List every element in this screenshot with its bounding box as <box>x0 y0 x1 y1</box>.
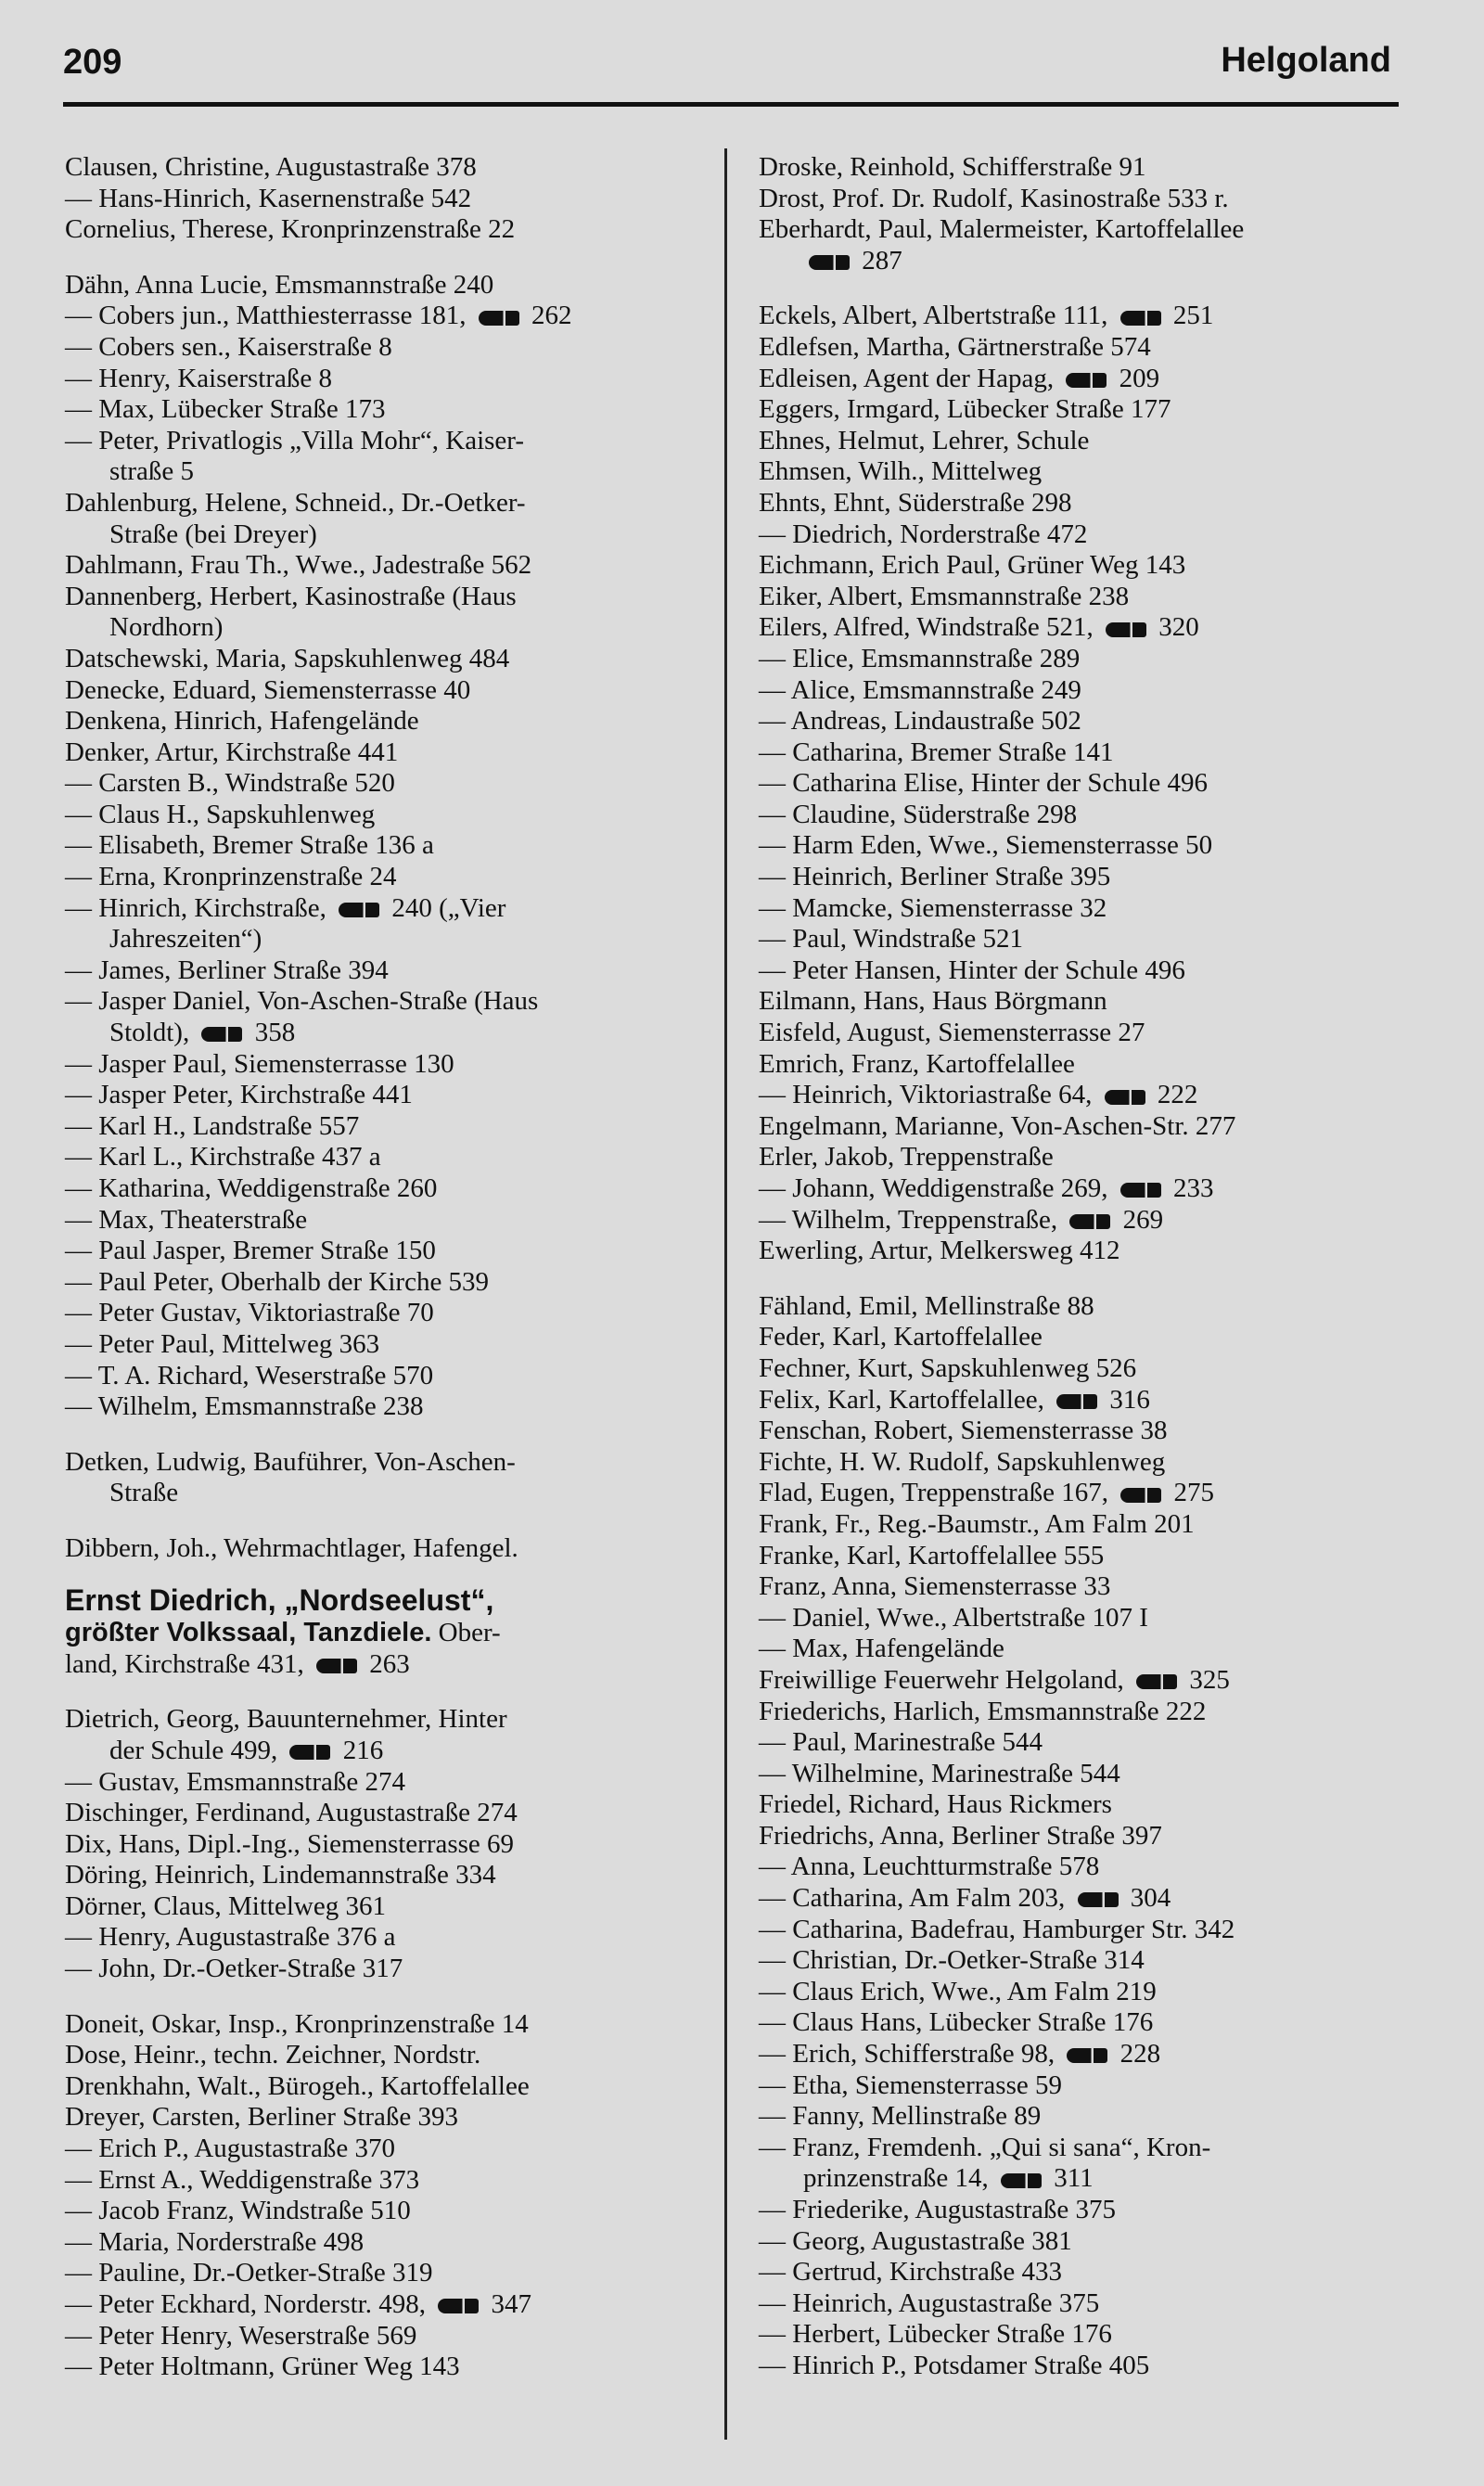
directory-entry: Fichte, H. W. Rudolf, Sapskuhlenweg <box>759 1446 1166 1477</box>
directory-entry: — Heinrich, Berliner Straße 395 <box>759 862 1111 892</box>
telephone-icon <box>809 255 850 270</box>
directory-entry: Dahlenburg, Helene, Schneid., Dr.-Oetker- <box>65 487 526 518</box>
directory-entry: — Erich, Schifferstraße 98, 228 <box>759 2039 1161 2070</box>
directory-entry: — John, Dr.-Oetker-Straße 317 <box>65 1954 403 1984</box>
directory-entry: — Friederike, Augustastraße 375 <box>759 2195 1116 2224</box>
page-number: 209 <box>63 43 122 82</box>
telephone-icon <box>1120 1183 1161 1198</box>
directory-entry: — Carsten B., Windstraße 520 <box>65 768 395 799</box>
directory-entry: — Gertrud, Kirchstraße 433 <box>759 2257 1062 2287</box>
telephone-icon <box>1136 1674 1177 1689</box>
directory-entry: — Mamcke, Siemensterrasse 32 <box>759 892 1107 923</box>
directory-entry: Straße <box>109 1478 179 1508</box>
directory-entry: — Fanny, Mellinstraße 89 <box>759 2101 1042 2132</box>
directory-entry: — Claus Hans, Lübecker Straße 176 <box>759 2007 1154 2038</box>
directory-entry: Franz, Anna, Siemensterrasse 33 <box>759 1571 1111 1602</box>
directory-entry: — Peter Henry, Weserstraße 569 <box>65 2320 417 2351</box>
directory-entry: Ehmsen, Wilh., Mittelweg <box>759 456 1043 487</box>
header-rule <box>63 102 1399 107</box>
telephone-icon <box>438 2299 479 2313</box>
directory-entry: — Catharina, Am Falm 203, 304 <box>759 1883 1171 1914</box>
directory-entry: der Schule 499, 216 <box>109 1735 384 1765</box>
left-entries-2 <box>65 1704 714 2382</box>
directory-entry: — Hinrich, Kirchstraße, 240 („Vier <box>65 892 506 923</box>
telephone-icon <box>201 1027 242 1042</box>
directory-entry: Döring, Heinrich, Lindemannstraße 334 <box>65 1860 496 1890</box>
directory-entry: — Andreas, Lindaustraße 502 <box>759 706 1081 737</box>
directory-entry: — Alice, Emsmannstraße 249 <box>759 674 1081 705</box>
directory-entry: — Ernst A., Weddigenstraße 373 <box>65 2164 420 2195</box>
directory-entry: — Peter Paul, Mittelweg 363 <box>65 1328 380 1359</box>
directory-entry: Dischinger, Ferdinand, Augustastraße 274 <box>65 1798 518 1828</box>
directory-entry: — Catharina, Badefrau, Hamburger Str. 342 <box>759 1914 1235 1944</box>
page-title: Helgoland <box>1221 41 1391 80</box>
directory-entry: Dannenberg, Herbert, Kasinostraße (Haus <box>65 581 517 611</box>
advert-entry <box>65 1585 714 1681</box>
telephone-icon <box>1106 622 1146 637</box>
directory-entry: — Wilhelmine, Marinestraße 544 <box>759 1758 1120 1788</box>
directory-entry: Fenschan, Robert, Siemensterrasse 38 <box>759 1416 1168 1446</box>
directory-entry: — Paul Peter, Oberhalb der Kirche 539 <box>65 1266 490 1297</box>
directory-entry: Ewerling, Artur, Melkersweg 412 <box>759 1236 1120 1266</box>
directory-entry: Dahlmann, Frau Th., Wwe., Jadestraße 562 <box>65 550 532 581</box>
directory-entry: Stoldt), 358 <box>109 1018 296 1048</box>
directory-entry: — Paul, Windstraße 521 <box>759 924 1024 955</box>
telephone-icon <box>1066 373 1107 388</box>
directory-entry: Flad, Eugen, Treppenstraße 167, 275 <box>759 1478 1214 1508</box>
directory-entry: Dreyer, Carsten, Berliner Straße 393 <box>65 2102 459 2133</box>
directory-entry: — Catharina, Bremer Straße 141 <box>759 737 1114 767</box>
directory-entry: Dix, Hans, Dipl.-Ing., Siemensterrasse 69 <box>65 1828 515 1859</box>
directory-entry: — Claudine, Süderstraße 298 <box>759 799 1078 829</box>
directory-entry: Felix, Karl, Kartoffelallee, 316 <box>759 1384 1150 1415</box>
directory-entry: Denker, Artur, Kirchstraße 441 <box>65 737 399 767</box>
telephone-icon <box>289 1745 330 1760</box>
directory-entry: — Max, Hafengelände <box>759 1634 1004 1664</box>
directory-entry: — Cobers sen., Kaiserstraße 8 <box>65 331 392 362</box>
directory-entry: — Anna, Leuchtturmstraße 578 <box>759 1852 1100 1882</box>
advert-name: Ernst Diedrich, „Nordseelust“, <box>65 1583 494 1617</box>
directory-entry: — Wilhelm, Treppenstraße, 269 <box>759 1204 1164 1235</box>
advert-rest-2: land, Kirchstraße 431, 263 <box>65 1648 410 1679</box>
directory-entry: Detken, Ludwig, Bauführer, Von-Aschen- <box>65 1446 516 1477</box>
right-column <box>759 152 1426 2382</box>
directory-entry: Fechner, Kurt, Sapskuhlenweg 526 <box>759 1352 1137 1383</box>
directory-entry: — Johann, Weddigenstraße 269, 233 <box>759 1173 1214 1203</box>
directory-entry: — Henry, Kaiserstraße 8 <box>65 363 333 393</box>
telephone-icon <box>1120 1488 1161 1503</box>
directory-entry: — Max, Lübecker Straße 173 <box>65 394 386 425</box>
advert-rest-1: Ober- <box>431 1618 501 1648</box>
left-column <box>65 152 714 2383</box>
directory-entry: Eilmann, Hans, Haus Börgmann <box>759 986 1107 1017</box>
telephone-icon <box>1069 1214 1110 1229</box>
directory-entry: Feder, Karl, Kartoffelallee <box>759 1322 1043 1352</box>
directory-entry: — Elice, Emsmannstraße 289 <box>759 643 1081 673</box>
directory-entry: — Heinrich, Augustastraße 375 <box>759 2287 1100 2318</box>
directory-entry: — Henry, Augustastraße 376 a <box>65 1922 396 1953</box>
directory-entry: Dähn, Anna Lucie, Emsmannstraße 240 <box>65 269 494 300</box>
directory-entry: Emrich, Franz, Kartoffelallee <box>759 1048 1075 1079</box>
telephone-icon <box>316 1659 357 1673</box>
directory-entry: Doneit, Oskar, Insp., Kronprinzenstraße 14 <box>65 2008 529 2039</box>
directory-entry: — Karl L., Kirchstraße 437 a <box>65 1142 381 1173</box>
directory-entry: Eberhardt, Paul, Malermeister, Kartoffelallee <box>759 214 1245 245</box>
directory-entry: — Gustav, Emsmannstraße 274 <box>65 1766 406 1797</box>
directory-entry: prinzenstraße 14, 311 <box>803 2163 1094 2194</box>
directory-entry: — Karl H., Landstraße 557 <box>65 1110 360 1141</box>
directory-entry: Friedrichs, Anna, Berliner Straße 397 <box>759 1820 1162 1851</box>
directory-entry: Ehnts, Ehnt, Süderstraße 298 <box>759 487 1072 518</box>
directory-entry: Denkena, Hinrich, Hafengelände <box>65 706 419 737</box>
directory-entry: — T. A. Richard, Weserstraße 570 <box>65 1360 434 1390</box>
directory-entry: Clausen, Christine, Augustastraße 378 <box>65 152 477 182</box>
directory-entry: — Paul, Marinestraße 544 <box>759 1727 1043 1758</box>
directory-entry: Frank, Fr., Reg.-Baumstr., Am Falm 201 <box>759 1508 1195 1539</box>
directory-entry: — Peter, Privatlogis „Villa Mohr“, Kaiser- <box>65 425 525 455</box>
directory-entry: Freiwillige Feuerwehr Helgoland, 325 <box>759 1664 1230 1695</box>
directory-entry: — Erich P., Augustastraße 370 <box>65 2134 396 2164</box>
directory-entry: Friederichs, Harlich, Emsmannstraße 222 <box>759 1696 1207 1726</box>
directory-entry: Straße (bei Dreyer) <box>109 519 317 549</box>
directory-entry: — Herbert, Lübecker Straße 176 <box>759 2319 1112 2350</box>
directory-entry: Eilers, Alfred, Windstraße 521, 320 <box>759 612 1199 643</box>
directory-entry: Droske, Reinhold, Schifferstraße 91 <box>759 152 1146 182</box>
directory-entry: — Erna, Kronprinzenstraße 24 <box>65 862 397 892</box>
directory-entry: — Jacob Franz, Windstraße 510 <box>65 2196 411 2226</box>
directory-entry: — Elisabeth, Bremer Straße 136 a <box>65 830 434 861</box>
directory-entry: — Diedrich, Norderstraße 472 <box>759 519 1088 549</box>
directory-entry: — Peter Holtmann, Grüner Weg 143 <box>65 2351 460 2382</box>
directory-entry: 287 <box>759 246 1426 277</box>
directory-entry: Dietrich, Georg, Bauunternehmer, Hinter <box>65 1704 507 1735</box>
directory-entry: — Jasper Daniel, Von-Aschen-Straße (Haus <box>65 986 539 1017</box>
directory-entry: — Jasper Peter, Kirchstraße 441 <box>65 1080 413 1110</box>
telephone-icon <box>1001 2173 1042 2188</box>
directory-entry: — Peter Gustav, Viktoriastraße 70 <box>65 1298 434 1328</box>
telephone-icon <box>1067 2048 1107 2063</box>
directory-entry: — Claus H., Sapskuhlenweg <box>65 799 376 829</box>
directory-entry: Cornelius, Therese, Kronprinzenstraße 22 <box>65 214 516 245</box>
directory-entry: — Catharina Elise, Hinter der Schule 496 <box>759 768 1209 799</box>
directory-entry: Franke, Karl, Kartoffelallee 555 <box>759 1540 1105 1570</box>
directory-entry: Friedel, Richard, Haus Rickmers <box>759 1789 1112 1820</box>
telephone-icon <box>339 903 379 917</box>
directory-entry: — Hans-Hinrich, Kasernenstraße 542 <box>65 183 472 213</box>
directory-entry: Eiker, Albert, Emsmannstraße 238 <box>759 581 1130 611</box>
directory-entry: — Georg, Augustastraße 381 <box>759 2225 1072 2256</box>
directory-entry: — Peter Hansen, Hinter der Schule 496 <box>759 955 1185 985</box>
directory-entry: — Jasper Paul, Siemensterrasse 130 <box>65 1048 454 1079</box>
directory-entry: Ehnes, Helmut, Lehrer, Schule <box>759 425 1090 455</box>
directory-entry: Dibbern, Joh., Wehrmachtlager, Hafengel. <box>65 1532 518 1563</box>
directory-entry: — Wilhelm, Emsmannstraße 238 <box>65 1391 424 1422</box>
directory-entry: — Cobers jun., Matthiesterrasse 181, 262 <box>65 301 572 331</box>
directory-entry: Eisfeld, August, Siemensterrasse 27 <box>759 1018 1145 1048</box>
directory-entry: — Hinrich P., Potsdamer Straße 405 <box>759 2350 1150 2380</box>
directory-entry: Eckels, Albert, Albertstraße 111, 251 <box>759 301 1214 331</box>
telephone-icon <box>479 311 519 326</box>
directory-entry: Edlefsen, Martha, Gärtnerstraße 574 <box>759 331 1151 362</box>
directory-entry: Edleisen, Agent der Hapag, 209 <box>759 363 1160 393</box>
directory-entry: — Katharina, Weddigenstraße 260 <box>65 1173 438 1203</box>
directory-entry: Jahreszeiten“) <box>109 924 262 955</box>
directory-entry: — James, Berliner Straße 394 <box>65 955 389 985</box>
directory-entry: Fähland, Emil, Mellinstraße 88 <box>759 1290 1094 1321</box>
directory-entry: — Claus Erich, Wwe., Am Falm 219 <box>759 1976 1157 2006</box>
directory-entry: Drost, Prof. Dr. Rudolf, Kasinostraße 533 r. <box>759 183 1229 213</box>
directory-entry: — Daniel, Wwe., Albertstraße 107 I <box>759 1602 1148 1633</box>
directory-entry: Drenkhahn, Walt., Bürogeh., Kartoffelallee <box>65 2070 530 2101</box>
directory-entry: Nordhorn) <box>109 612 224 643</box>
directory-entry: — Paul Jasper, Bremer Straße 150 <box>65 1236 436 1266</box>
telephone-icon <box>1120 311 1161 326</box>
left-entries <box>65 152 714 1565</box>
directory-entry: — Max, Theaterstraße <box>65 1204 308 1235</box>
telephone-icon <box>1105 1090 1145 1105</box>
directory-entry: Dörner, Claus, Mittelweg 361 <box>65 1890 386 1921</box>
directory-entry: — Harm Eden, Wwe., Siemensterrasse 50 <box>759 830 1213 861</box>
directory-entry: — Franz, Fremdenh. „Qui si sana“, Kron- <box>759 2132 1211 2162</box>
directory-entry: Datschewski, Maria, Sapskuhlenweg 484 <box>65 643 510 673</box>
directory-entry: — Etha, Siemensterrasse 59 <box>759 2070 1062 2100</box>
directory-entry: — Peter Eckhard, Norderstr. 498, 347 <box>65 2289 531 2319</box>
directory-entry: Denecke, Eduard, Siemensterrasse 40 <box>65 674 471 705</box>
directory-entry: Eichmann, Erich Paul, Grüner Weg 143 <box>759 550 1186 581</box>
directory-entry: — Pauline, Dr.-Oetker-Straße 319 <box>65 2258 433 2288</box>
advert-subtitle: größter Volkssaal, Tanzdiele. <box>65 1618 432 1648</box>
telephone-icon <box>1056 1394 1097 1409</box>
directory-entry: Erler, Jakob, Treppenstraße <box>759 1142 1054 1173</box>
directory-entry: — Christian, Dr.-Oetker-Straße 314 <box>759 1945 1145 1976</box>
directory-entry: straße 5 <box>109 456 194 487</box>
directory-entry: Engelmann, Marianne, Von-Aschen-Str. 277 <box>759 1110 1236 1141</box>
right-entries <box>759 152 1426 2382</box>
directory-entry: — Maria, Norderstraße 498 <box>65 2226 365 2257</box>
column-divider <box>724 148 727 2440</box>
directory-entry: — Heinrich, Viktoriastraße 64, 222 <box>759 1080 1198 1110</box>
telephone-icon <box>1078 1892 1119 1907</box>
directory-entry: Dose, Heinr., techn. Zeichner, Nordstr. <box>65 2040 481 2070</box>
directory-entry: Eggers, Irmgard, Lübecker Straße 177 <box>759 394 1171 425</box>
